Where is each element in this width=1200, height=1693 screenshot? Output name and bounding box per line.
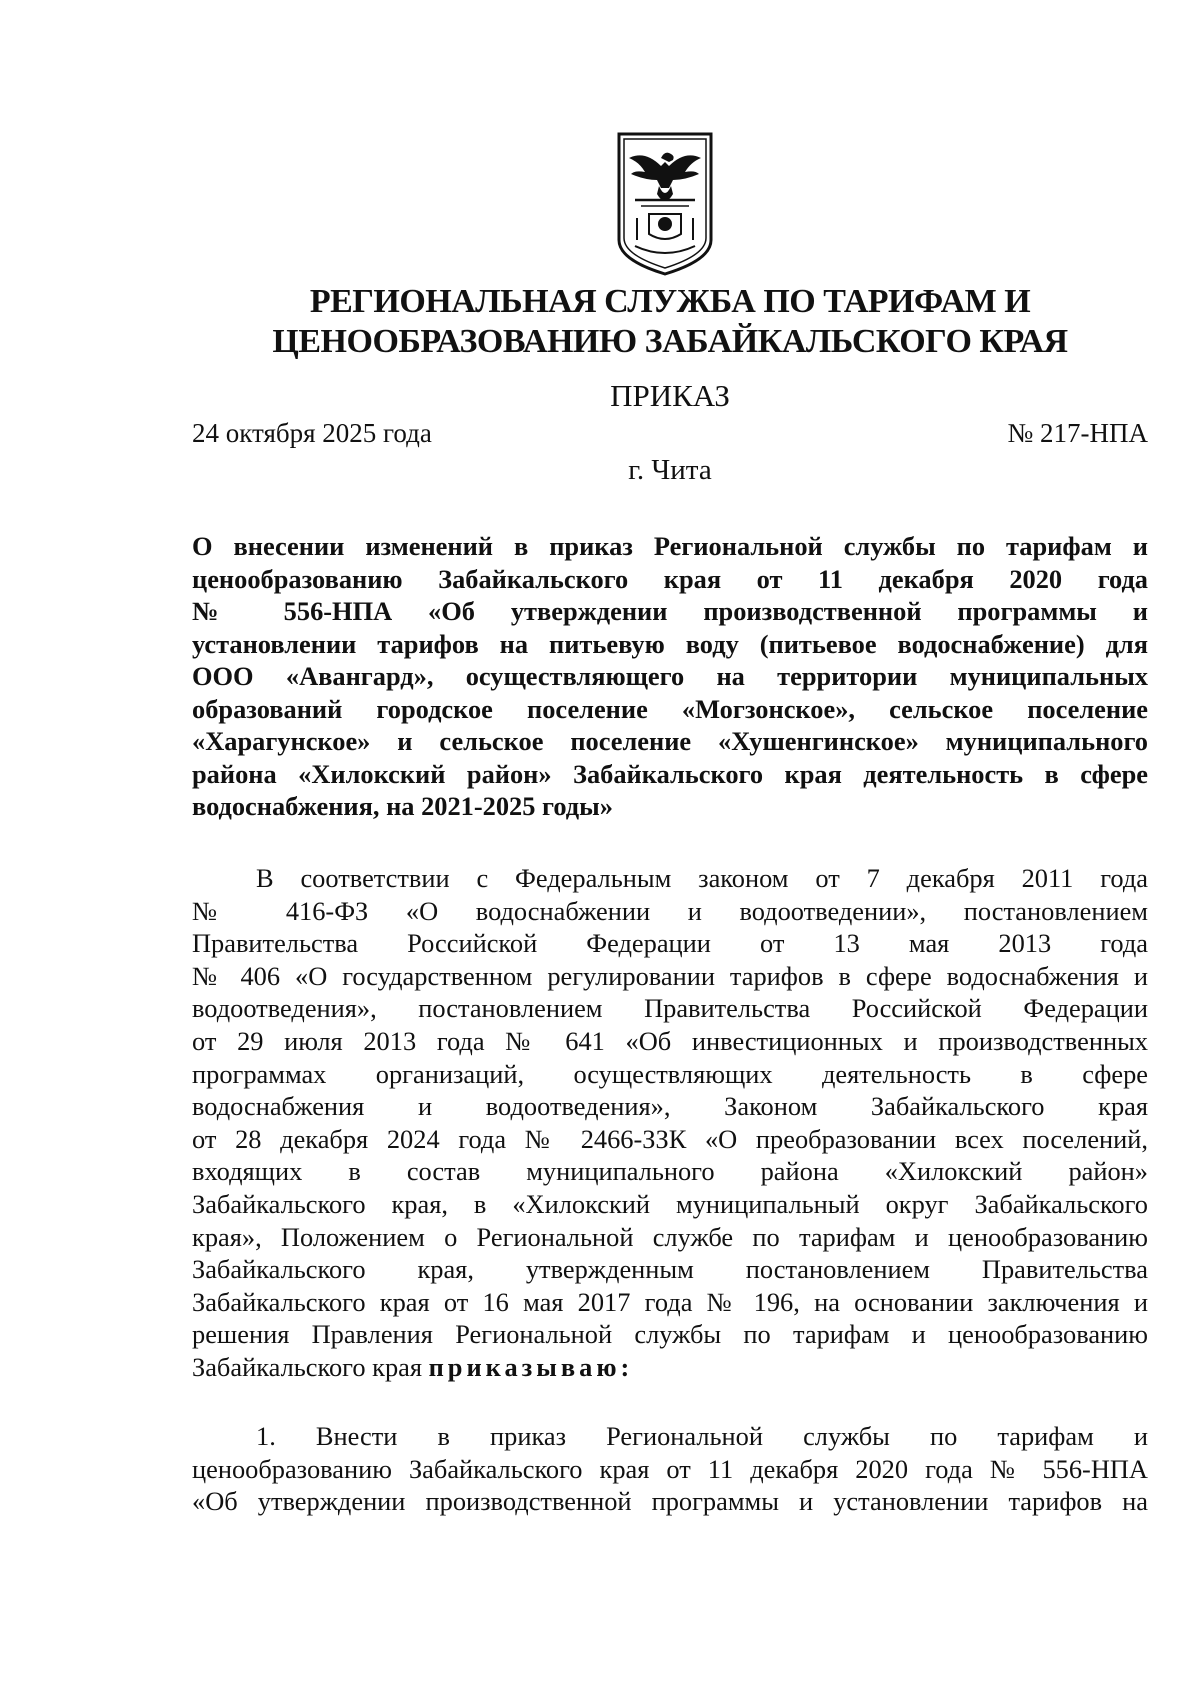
organization-title-line-2: ЦЕНООБРАЗОВАНИЮ ЗАБАЙКАЛЬСКОГО КРАЯ bbox=[272, 323, 1068, 360]
subject-line: ООО «Авангард», осуществляющего на территории муниципальных bbox=[192, 661, 1148, 691]
preamble-line: Забайкальского края, утвержденным постановлением Правительства bbox=[192, 1254, 1148, 1285]
preamble-line: Забайкальского края от 16 мая 2017 года № 196, на основании заключения и bbox=[192, 1286, 1148, 1317]
subject-line: образований городское поселение «Могзонское», сельское поселение bbox=[192, 693, 1148, 724]
preamble-line: от 29 июля 2013 года № 641 «Об инвестиционных и производственных bbox=[192, 1025, 1148, 1056]
subject-line: района «Хилокский район» Забайкальского края деятельность в сфере bbox=[192, 758, 1148, 789]
preamble-line: программах организаций, осуществляющих деятельность в сфере bbox=[192, 1058, 1148, 1089]
preamble-line: от 28 декабря 2024 года № 2466-ЗЗК «О преобразовании всех поселений, bbox=[192, 1123, 1148, 1154]
preamble-last-line-text: Забайкальского края bbox=[192, 1351, 429, 1382]
preamble-paragraph bbox=[192, 862, 1148, 1384]
preamble-line: № 416-ФЗ «О водоснабжении и водоотведении», постановлением bbox=[192, 895, 1148, 926]
subject-line: водоснабжения, на 2021-2025 годы» bbox=[192, 791, 613, 821]
order-word: приказываю: bbox=[428, 1351, 634, 1382]
subject-line: установлении тарифов на питьевую воду (питьевое водоснабжение) для bbox=[192, 628, 1148, 659]
document-date: 24 октября 2025 года bbox=[192, 418, 432, 448]
organization-title-line-1: РЕГИОНАЛЬНАЯ СЛУЖБА ПО ТАРИФАМ И bbox=[309, 283, 1031, 320]
preamble-line: водоснабжения и водоотведения», Законом Забайкальского края bbox=[192, 1091, 1148, 1122]
document-city: г. Чита bbox=[628, 454, 712, 486]
preamble-line: Правительства Российской Федерации от 13 мая 2013 года bbox=[192, 928, 1148, 959]
preamble-line: края», Положением о Региональной службе по тарифам и ценообразованию bbox=[192, 1221, 1148, 1252]
item-1-paragraph bbox=[192, 1420, 1148, 1518]
document-number: № 217-НПА bbox=[1007, 418, 1148, 448]
subject-line: ценообразованию Забайкальского края от 11 декабря 2020 года bbox=[192, 563, 1148, 594]
coat-of-arms-icon bbox=[615, 128, 715, 278]
preamble-line: В соответствии с Федеральным законом от 7 декабря 2011 года bbox=[256, 863, 1148, 893]
preamble-line: Забайкальского края, в «Хилокский муниципальный округ Забайкальского bbox=[192, 1188, 1148, 1219]
subject-line: О внесении изменений в приказ Региональной службы по тарифам и bbox=[192, 531, 1148, 561]
item-line: ценообразованию Забайкальского края от 11 декабря 2020 года № 556-НПА bbox=[192, 1453, 1148, 1484]
preamble-line: входящих в состав муниципального района «Хилокский район» bbox=[192, 1156, 1148, 1187]
document-type: ПРИКАЗ bbox=[610, 378, 730, 413]
item-line: 1. Внести в приказ Региональной службы по тарифам и bbox=[256, 1421, 1148, 1451]
subject-line: «Харагунское» и сельское поселение «Хушенгинское» муниципального bbox=[192, 726, 1148, 756]
subject-line: № 556-НПА «Об утверждении производственной программы и bbox=[192, 596, 1148, 626]
organization-title bbox=[180, 282, 1160, 362]
preamble-last-line bbox=[192, 1351, 1148, 1384]
preamble-line: решения Правления Региональной службы по тарифам и ценообразованию bbox=[192, 1319, 1148, 1350]
preamble-line: водоотведения», постановлением Правительства Российской Федерации bbox=[192, 993, 1148, 1024]
item-line: «Об утверждении производственной программы и установлении тарифов на bbox=[192, 1486, 1148, 1517]
preamble-line: № 406 «О государственном регулировании тарифов в сфере водоснабжения и bbox=[192, 960, 1148, 991]
document-subject bbox=[192, 530, 1148, 823]
